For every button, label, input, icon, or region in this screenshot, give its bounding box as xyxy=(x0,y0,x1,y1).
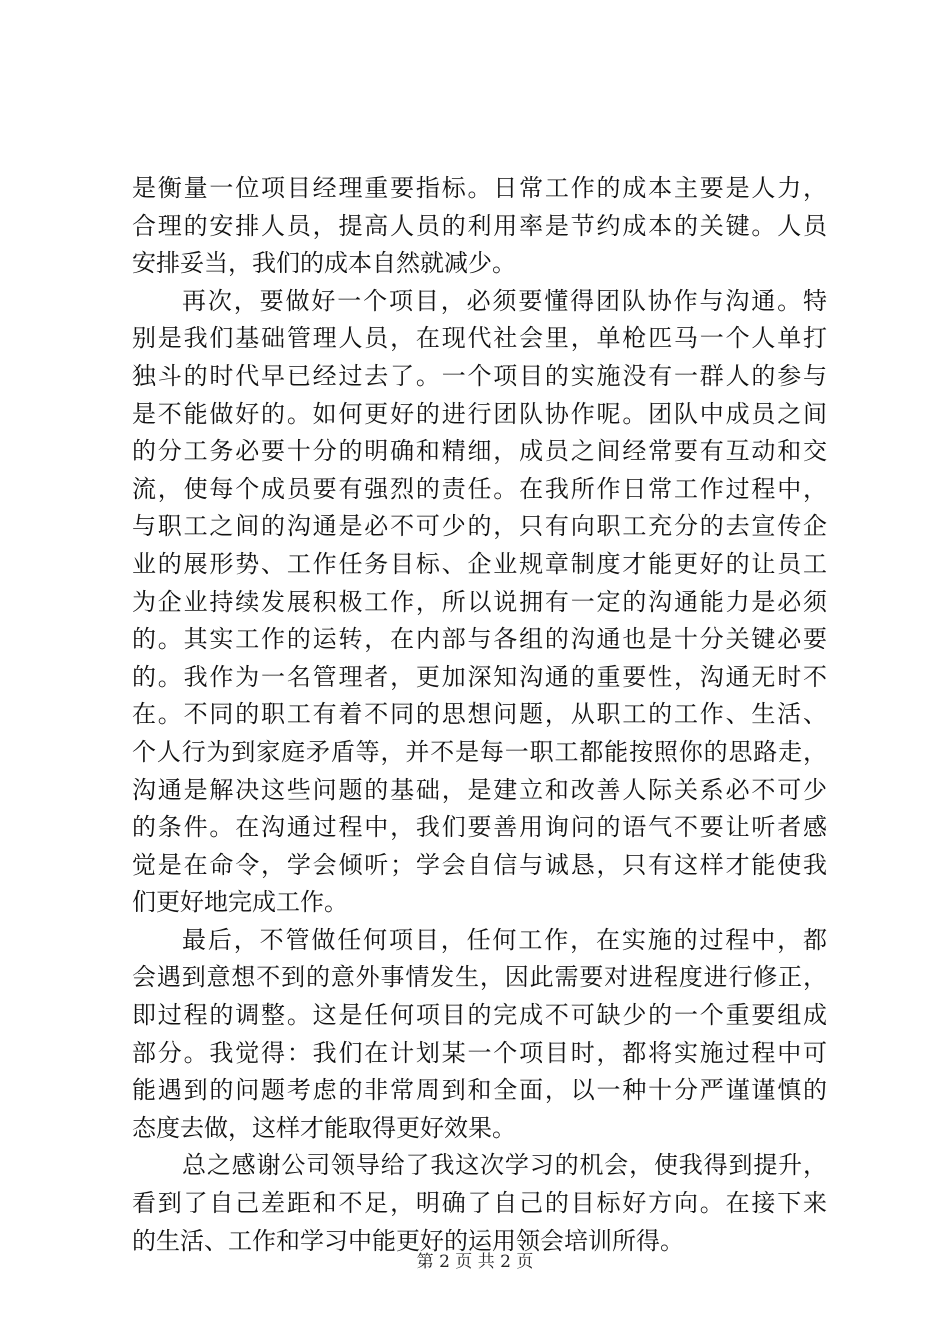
text-line: 总之感谢公司领导给了我这次学习的机会，使我得到提升， xyxy=(182,1151,827,1180)
page-number: 第 2 页 共 2 页 xyxy=(416,1252,534,1272)
text-line: 合理的安排人员，提高人员的利用率是节约成本的关键。人员 xyxy=(132,211,827,240)
text-line: 部分。我觉得：我们在计划某一个项目时，都将实施过程中可 xyxy=(132,1038,827,1067)
text-line: 的分工务必要十分的明确和精细，成员之间经常要有互动和交 xyxy=(132,437,827,466)
text-line: 沟通是解决这些问题的基础，是建立和改善人际关系必不可少 xyxy=(132,775,827,804)
text-line: 在。不同的职工有着不同的思想问题，从职工的工作、生活、 xyxy=(132,700,827,729)
text-line: 别是我们基础管理人员，在现代社会里，单枪匹马一个人单打 xyxy=(132,324,827,353)
text-line: 的。其实工作的运转，在内部与各组的沟通也是十分关键必要 xyxy=(132,625,827,654)
paragraph-teamwork xyxy=(132,283,827,922)
body-text xyxy=(132,170,827,1260)
text-line: 是不能做好的。如何更好的进行团队协作呢。团队中成员之间 xyxy=(132,399,827,428)
paragraph-cost xyxy=(132,170,827,283)
text-line: 会遇到意想不到的意外事情发生，因此需要对进程度进行修正， xyxy=(132,963,827,992)
text-line: 看到了自己差距和不足，明确了自己的目标好方向。在接下来 xyxy=(132,1189,827,1218)
text-line: 最后，不管做任何项目，任何工作，在实施的过程中，都 xyxy=(182,925,827,954)
paragraph-adjustment xyxy=(132,922,827,1148)
text-line: 觉是在命令，学会倾听；学会自信与诚恳，只有这样才能使我 xyxy=(132,850,827,879)
text-line: 即过程的调整。这是任何项目的完成不可缺少的一个重要组成 xyxy=(132,1001,827,1030)
text-line: 态度去做，这样才能取得更好效果。 xyxy=(132,1113,516,1142)
text-line: 安排妥当，我们的成本自然就减少。 xyxy=(132,249,516,278)
text-line: 们更好地完成工作。 xyxy=(132,888,348,917)
text-line: 业的展形势、工作任务目标、企业规章制度才能更好的让员工 xyxy=(132,549,827,578)
text-line: 再次，要做好一个项目，必须要懂得团队协作与沟通。特 xyxy=(182,286,827,315)
paragraph-conclusion xyxy=(132,1147,827,1260)
text-line: 流，使每个成员要有强烈的责任。在我所作日常工作过程中， xyxy=(132,474,827,503)
text-line: 个人行为到家庭矛盾等，并不是每一职工都能按照你的思路走， xyxy=(132,737,827,766)
text-line: 独斗的时代早已经过去了。一个项目的实施没有一群人的参与 xyxy=(132,361,827,390)
text-line: 能遇到的问题考虑的非常周到和全面，以一种十分严谨谨慎的 xyxy=(132,1076,827,1105)
text-line: 的条件。在沟通过程中，我们要善用询问的语气不要让听者感 xyxy=(132,813,827,842)
text-line: 的。我作为一名管理者，更加深知沟通的重要性，沟通无时不 xyxy=(132,662,827,691)
text-line: 与职工之间的沟通是必不可少的，只有向职工充分的去宣传企 xyxy=(132,512,827,541)
text-line: 的生活、工作和学习中能更好的运用领会培训所得。 xyxy=(132,1226,684,1255)
text-line: 为企业持续发展积极工作，所以说拥有一定的沟通能力是必须 xyxy=(132,587,827,616)
text-line: 是衡量一位项目经理重要指标。日常工作的成本主要是人力， xyxy=(132,174,827,202)
